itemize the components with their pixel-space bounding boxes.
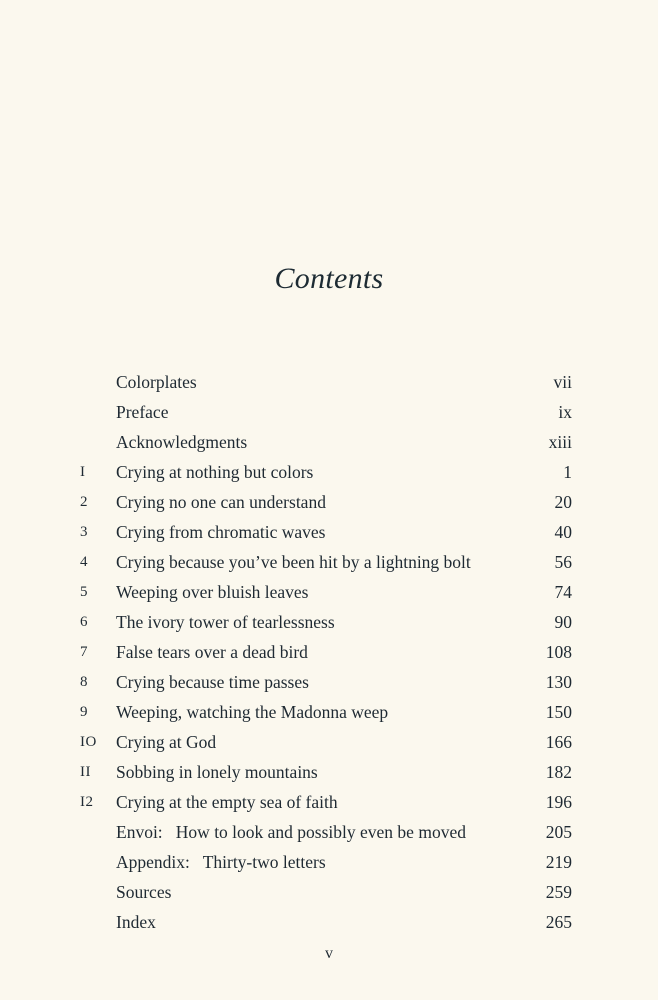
entry-title: Crying no one can understand — [116, 492, 326, 512]
entry-page-number: 56 — [554, 552, 572, 572]
entry-page-number: 166 — [545, 732, 572, 752]
entry-title: Crying because time passes — [116, 672, 309, 692]
entry-page-number: vii — [553, 372, 572, 392]
entry-title: Envoi: How to look and possibly even be moved — [116, 822, 466, 842]
entry-title: Sources — [116, 882, 172, 902]
chapter-number: 4 — [80, 554, 88, 570]
toc-entry — [0, 397, 658, 427]
entry-page-number: 130 — [545, 672, 572, 692]
chapter-number: 9 — [80, 704, 88, 720]
entry-page-number: ix — [558, 402, 572, 422]
toc-entry — [0, 727, 658, 757]
chapter-number: 6 — [80, 614, 88, 630]
toc-entry — [0, 817, 658, 847]
toc-entry — [0, 547, 658, 577]
toc-entry — [0, 517, 658, 547]
entry-title: Index — [116, 912, 156, 932]
entry-title: Sobbing in lonely mountains — [116, 762, 318, 782]
entry-page-number: 20 — [554, 492, 572, 512]
entry-title: Colorplates — [116, 372, 197, 392]
toc-entry — [0, 607, 658, 637]
chapter-number: IO — [80, 734, 97, 750]
entry-title: Crying because you’ve been hit by a lightning bolt — [116, 552, 471, 572]
toc-entry — [0, 757, 658, 787]
entry-page-number: 90 — [554, 612, 572, 632]
entry-title: Appendix: Thirty-two letters — [116, 852, 326, 872]
toc-entry — [0, 457, 658, 487]
entry-title: Crying at God — [116, 732, 217, 752]
toc-entry — [0, 487, 658, 517]
entry-title: Weeping, watching the Madonna weep — [116, 702, 389, 722]
toc-entry — [0, 907, 658, 937]
entry-title: False tears over a dead bird — [116, 642, 308, 662]
entry-page-number: 265 — [545, 912, 572, 932]
entry-title: Crying at nothing but colors — [116, 462, 314, 482]
toc-entry — [0, 577, 658, 607]
toc-entry — [0, 367, 658, 397]
entry-page-number: xiii — [548, 432, 572, 452]
chapter-number: 2 — [80, 494, 88, 510]
entry-page-number: 205 — [545, 822, 572, 842]
toc-entry — [0, 667, 658, 697]
entry-page-number: 74 — [554, 582, 572, 602]
chapter-number: I — [80, 464, 86, 480]
entry-title: Acknowledgments — [116, 432, 248, 452]
toc-entry — [0, 847, 658, 877]
chapter-number: II — [80, 764, 91, 780]
entry-page-number: 40 — [554, 522, 572, 542]
entry-title: Crying at the empty sea of faith — [116, 792, 338, 812]
entry-page-number: 108 — [545, 642, 572, 662]
toc-entry — [0, 877, 658, 907]
toc-entry — [0, 697, 658, 727]
chapter-number: 3 — [80, 524, 88, 540]
entry-page-number: 196 — [545, 792, 572, 812]
page-title: Contents — [274, 262, 384, 295]
toc-entry — [0, 787, 658, 817]
page-number: v — [325, 945, 333, 962]
entry-title: Preface — [116, 402, 169, 422]
entry-title: The ivory tower of tearlessness — [116, 612, 335, 632]
entry-page-number: 182 — [545, 762, 572, 782]
entry-page-number: 219 — [545, 852, 572, 872]
chapter-number: 5 — [80, 584, 88, 600]
entry-title: Weeping over bluish leaves — [116, 582, 309, 602]
entry-page-number: 150 — [545, 702, 572, 722]
chapter-number: 8 — [80, 674, 88, 690]
entry-title: Crying from chromatic waves — [116, 522, 326, 542]
table-of-contents — [0, 367, 658, 937]
chapter-number: I2 — [80, 794, 94, 810]
toc-entry — [0, 637, 658, 667]
entry-page-number: 1 — [563, 462, 572, 482]
chapter-number: 7 — [80, 644, 88, 660]
toc-entry — [0, 427, 658, 457]
entry-page-number: 259 — [545, 882, 572, 902]
